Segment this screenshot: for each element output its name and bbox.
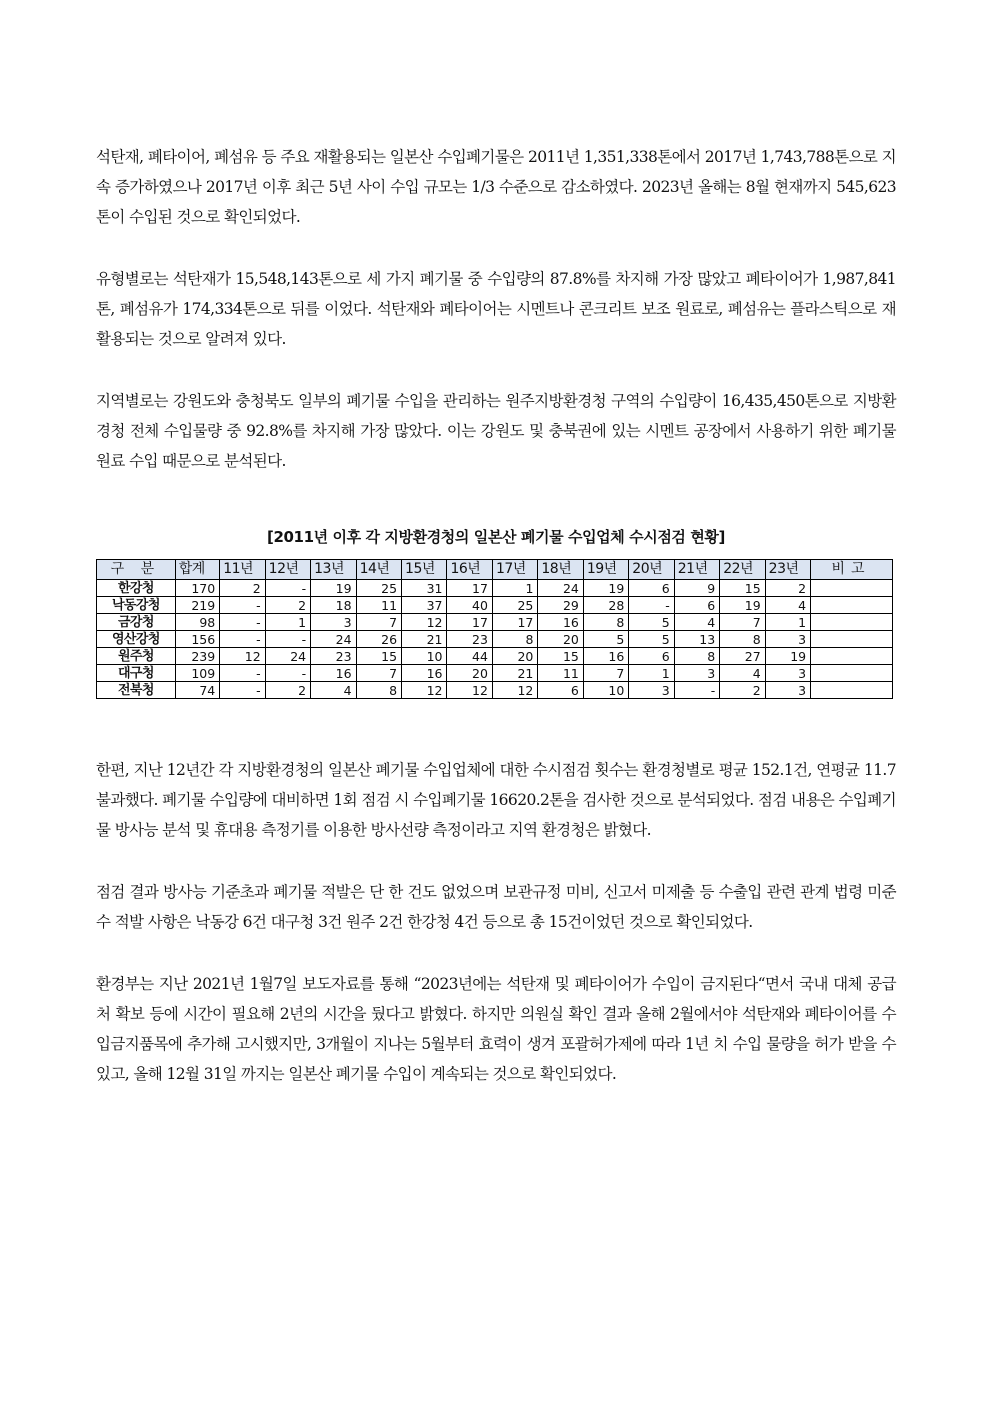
table-cell: 3	[765, 682, 810, 699]
table-cell: 20	[492, 648, 537, 665]
table-cell: 15	[356, 648, 401, 665]
table-cell: 15	[720, 580, 765, 597]
table-cell: 7	[356, 665, 401, 682]
table-cell	[811, 665, 893, 682]
table-cell: 5	[629, 614, 674, 631]
paragraph-import-trend: 석탄재, 폐타이어, 폐섬유 등 주요 재활용되는 일본산 수입폐기물은 2011년 1,351,338톤에서 2017년 1,743,788톤으로 지속 증가하였으나 2017년 이후 최근 5년 사이 수입 규모는 1/3 수준으로 감소하였다. 2023년 올해는 8월 현재까지 545,623톤이 수입된 것으로 확인되었다.	[96, 148, 896, 226]
table-cell: -	[674, 682, 719, 699]
table-cell	[811, 648, 893, 665]
table-cell: 2	[765, 580, 810, 597]
table-cell: 219	[175, 597, 219, 614]
table-cell: 21	[402, 631, 447, 648]
table-cell: 6	[674, 597, 719, 614]
table-cell	[811, 597, 893, 614]
table-cell: 44	[447, 648, 492, 665]
table-header-cell: 14년	[356, 560, 401, 580]
table-cell: -	[220, 597, 265, 614]
row-label: 영산강청	[97, 631, 176, 648]
table-cell: -	[220, 665, 265, 682]
table-cell: 24	[265, 648, 310, 665]
table-cell: 11	[538, 665, 583, 682]
row-label: 금강청	[97, 614, 176, 631]
table-cell: 4	[674, 614, 719, 631]
table-cell: 16	[311, 665, 356, 682]
table-cell: 156	[175, 631, 219, 648]
table-header-cell: 17년	[492, 560, 537, 580]
table-cell: -	[220, 631, 265, 648]
table-cell: 17	[492, 614, 537, 631]
table-cell: -	[220, 614, 265, 631]
table-header-cell: 20년	[629, 560, 674, 580]
table-cell: 19	[583, 580, 628, 597]
row-label: 전북청	[97, 682, 176, 699]
table-cell: 1	[629, 665, 674, 682]
table-cell: 170	[175, 580, 219, 597]
table-cell: 2	[220, 580, 265, 597]
table-cell: 5	[583, 631, 628, 648]
table-cell: 10	[583, 682, 628, 699]
table-row	[97, 631, 893, 648]
table-header-cell: 16년	[447, 560, 492, 580]
table-cell: 7	[356, 614, 401, 631]
table-cell: 6	[629, 580, 674, 597]
table-cell: 25	[356, 580, 401, 597]
paragraph-by-type: 유형별로는 석탄재가 15,548,143톤으로 세 가지 폐기물 중 수입량의 87.8%를 차지해 가장 많았고 폐타이어가 1,987,841톤, 폐섬유가 174,334톤으로 뒤를 이었다. 석탄재와 폐타이어는 시멘트나 콘크리트 보조 원료로, 폐섬유는 플라스틱으로 재활용되는 것으로 알려져 있다.	[96, 270, 896, 348]
row-label: 한강청	[97, 580, 176, 597]
table-cell: 40	[447, 597, 492, 614]
table-cell: -	[265, 665, 310, 682]
table-cell: 4	[765, 597, 810, 614]
table-cell	[811, 631, 893, 648]
table-cell: 1	[265, 614, 310, 631]
table-cell: 2	[265, 682, 310, 699]
table-cell: 26	[356, 631, 401, 648]
table-cell: 8	[583, 614, 628, 631]
table-cell: 19	[720, 597, 765, 614]
table-cell: 31	[402, 580, 447, 597]
table-cell: 13	[674, 631, 719, 648]
table-cell: 3	[629, 682, 674, 699]
table-header-cell: 구 분	[97, 560, 176, 580]
table-cell: 25	[492, 597, 537, 614]
table-cell: 6	[629, 648, 674, 665]
table-row	[97, 580, 893, 597]
paragraph-inspection-results: 점검 결과 방사능 기준초과 폐기물 적발은 단 한 건도 없었으며 보관규정 미비, 신고서 미제출 등 수출입 관련 관계 법령 미준수 적발 사항은 낙동강 6건 대구청 3건 원주 2건 한강청 4건 등으로 총 15건이었던 것으로 확인되었다.	[96, 883, 896, 931]
table-cell: 3	[311, 614, 356, 631]
table-cell: 3	[765, 665, 810, 682]
table-cell: 2	[720, 682, 765, 699]
table-cell: 3	[765, 631, 810, 648]
table-cell: 1	[492, 580, 537, 597]
table-cell: -	[265, 631, 310, 648]
paragraph-ministry-statement: 환경부는 지난 2021년 1월7일 보도자료를 통해 “2023년에는 석탄재 및 폐타이어가 수입이 금지된다“면서 국내 대체 공급처 확보 등에 시간이 필요해 2년의 시간을 뒀다고 밝혔다. 하지만 의원실 확인 결과 올해 2월에서야 석탄재와 폐타이어를 수입금지품목에 추가해 고시했지만, 3개월이 지나는 5월부터 효력이 생겨 포괄허가제에 따라 1년 치 수입 물량을 허가 받을 수 있고, 올해 12월 31일 까지는 일본산 폐기물 수입이 계속되는 것으로 확인되었다.	[96, 975, 896, 1083]
table-cell: 74	[175, 682, 219, 699]
table-body	[97, 580, 893, 699]
table-header-cell: 22년	[720, 560, 765, 580]
table-cell: 12	[220, 648, 265, 665]
row-label: 대구청	[97, 665, 176, 682]
table-cell: 12	[447, 682, 492, 699]
table-cell: 8	[674, 648, 719, 665]
table-cell: 20	[447, 665, 492, 682]
table-cell: 24	[538, 580, 583, 597]
table-cell: 23	[447, 631, 492, 648]
row-label: 원주청	[97, 648, 176, 665]
table-row	[97, 682, 893, 699]
table-cell: 27	[720, 648, 765, 665]
table-cell: -	[629, 597, 674, 614]
table-cell: 17	[447, 580, 492, 597]
table-cell: 11	[356, 597, 401, 614]
table-cell: 19	[765, 648, 810, 665]
paragraph-by-region: 지역별로는 강원도와 충청북도 일부의 폐기물 수입을 관리하는 원주지방환경청 구역의 수입량이 16,435,450톤으로 지방환경청 전체 수입물량 중 92.8%를 차지해 가장 많았다. 이는 강원도 및 충북권에 있는 시멘트 공장에서 사용하기 위한 폐기물 원료 수입 때문으로 분석된다.	[96, 392, 896, 470]
table-row	[97, 665, 893, 682]
table-cell: 12	[492, 682, 537, 699]
table-header-cell: 19년	[583, 560, 628, 580]
table-cell: 98	[175, 614, 219, 631]
document-page	[96, 140, 896, 1089]
table-header-cell: 21년	[674, 560, 719, 580]
table-cell: 7	[720, 614, 765, 631]
table-header-cell: 18년	[538, 560, 583, 580]
table-cell: 4	[311, 682, 356, 699]
table-cell: 37	[402, 597, 447, 614]
table-cell	[811, 682, 893, 699]
table-cell: 29	[538, 597, 583, 614]
table-header-cell: 13년	[311, 560, 356, 580]
table-header-cell: 11년	[220, 560, 265, 580]
table-cell: 5	[629, 631, 674, 648]
table-row	[97, 614, 893, 631]
table-cell: 23	[311, 648, 356, 665]
table-cell	[811, 580, 893, 597]
table-cell: 7	[583, 665, 628, 682]
table-header-row	[97, 560, 893, 580]
table-cell: 239	[175, 648, 219, 665]
table-cell	[811, 614, 893, 631]
table-cell: 12	[402, 682, 447, 699]
table-cell: 16	[538, 614, 583, 631]
inspection-table	[96, 559, 893, 699]
table-header-cell: 23년	[765, 560, 810, 580]
table-title: [2011년 이후 각 지방환경청의 일본산 폐기물 수입업체 수시점검 현황]	[267, 528, 725, 546]
table-cell: 8	[356, 682, 401, 699]
table-cell: 24	[311, 631, 356, 648]
paragraph-inspection-count: 한편, 지난 12년간 각 지방환경청의 일본산 폐기물 수입업체에 대한 수시점검 횟수는 환경청별로 평균 152.1건, 연평균 11.7 불과했다. 폐기물 수입량에 대비하면 1회 점검 시 수입폐기물 16620.2톤을 검사한 것으로 분석되었다. 점검 내용은 수입폐기물 방사능 분석 및 휴대용 측정기를 이용한 방사선량 측정이라고 지역 환경청은 밝혔다.	[96, 761, 896, 839]
table-row	[97, 597, 893, 614]
table-cell: 16	[402, 665, 447, 682]
table-cell: 17	[447, 614, 492, 631]
table-cell: 10	[402, 648, 447, 665]
table-header-cell: 합계	[175, 560, 219, 580]
table-cell: 16	[583, 648, 628, 665]
table-cell: 19	[311, 580, 356, 597]
table-cell: -	[265, 580, 310, 597]
table-cell: 20	[538, 631, 583, 648]
table-cell: 12	[402, 614, 447, 631]
table-header-cell: 15년	[402, 560, 447, 580]
table-cell: 2	[265, 597, 310, 614]
table-cell: -	[220, 682, 265, 699]
table-cell: 28	[583, 597, 628, 614]
table-cell: 4	[720, 665, 765, 682]
table-cell: 21	[492, 665, 537, 682]
table-cell: 8	[720, 631, 765, 648]
table-header-cell: 12년	[265, 560, 310, 580]
row-label: 낙동강청	[97, 597, 176, 614]
table-cell: 9	[674, 580, 719, 597]
table-cell: 15	[538, 648, 583, 665]
table-cell: 3	[674, 665, 719, 682]
table-row	[97, 648, 893, 665]
table-cell: 6	[538, 682, 583, 699]
table-cell: 1	[765, 614, 810, 631]
table-cell: 18	[311, 597, 356, 614]
table-header-cell: 비고	[811, 560, 893, 580]
table-cell: 8	[492, 631, 537, 648]
table-cell: 109	[175, 665, 219, 682]
